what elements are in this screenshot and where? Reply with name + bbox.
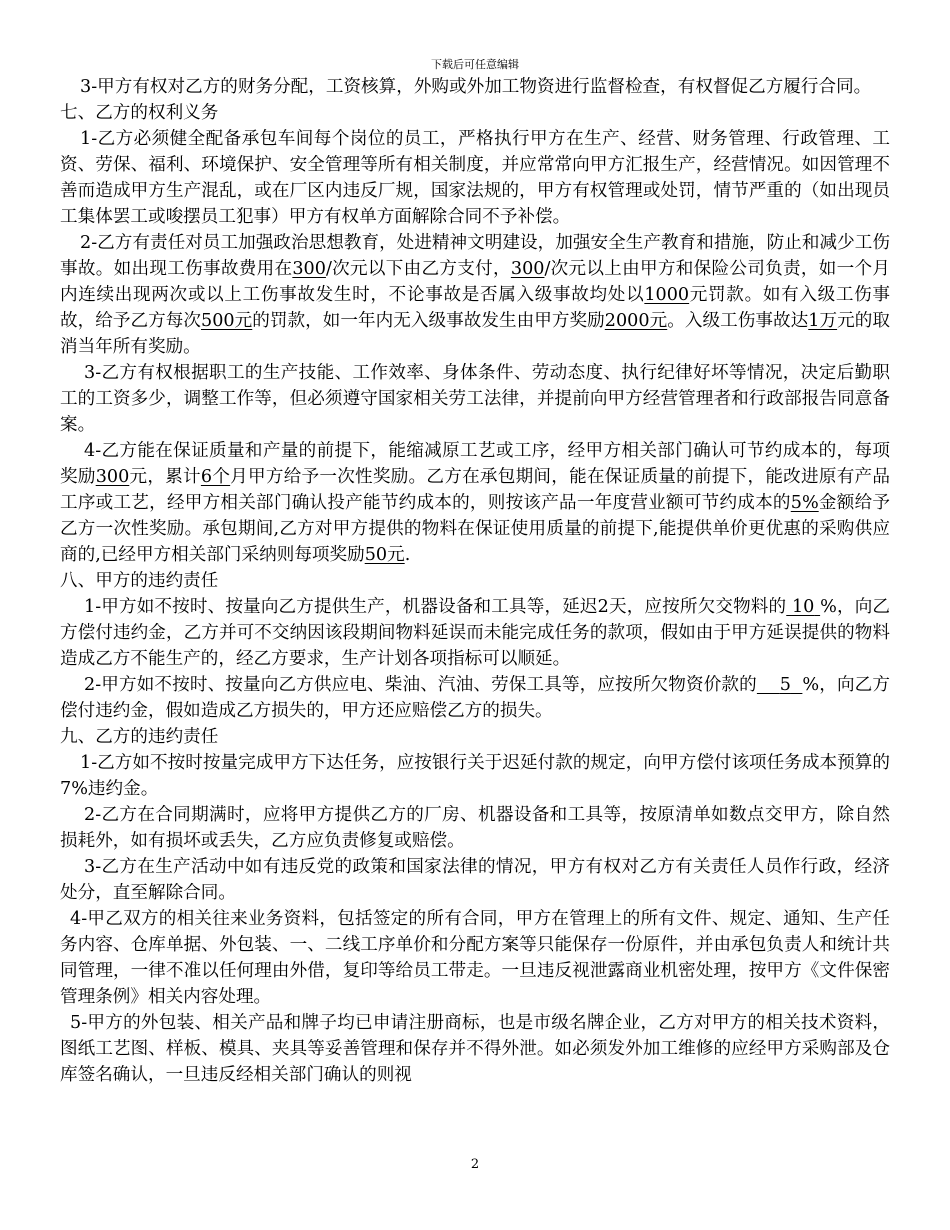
clause-8-2: 2-甲方如不按时、按量向乙方供应电、柴油、汽油、劳保工具等，应按所欠物资价款的 5 %，向乙方偿付违约金，假如造成乙方损失的，甲方还应赔偿乙方的损失。 [60,675,890,721]
clause-7-4: 4-乙方能在保证质量和产量的前提下，能缩减原工艺或工序，经甲方相关部门确认可节约成本的，每项奖励300元，累计6个月甲方给予一次性奖励。乙方在承包期间，能在保证质量的前提下，能改进原有产品工序或工艺，经甲方相关部门确认投产能节约成本的，则按该产品一年度营业额可节约成本的5%金额给予乙方一次性奖励。承包期间,乙方对甲方提供的物料在保证使用质量的前提下,能提供单价更优惠的采购供应商的,已经甲方相关部门采纳则每项奖励50元. [60,441,890,565]
clause-9-5: 5-甲方的外包装、相关产品和牌子均已申请注册商标，也是市级名牌企业，乙方对甲方的相关技术资料，图纸工艺图、样板、模具、夹具等妥善管理和保存并不得外泄。如必须发外加工维修的应经甲方采购部及仓库签名确认，一旦违反经相关部门确认的则视 [60,1013,890,1085]
amount-300-reward: 300 [95,467,130,487]
amount-6-months: 6个 [200,467,231,487]
amount-500: 500元 [201,311,253,331]
amount-300-a: 300 [292,259,326,279]
blank-5-percent: 5 [779,675,791,695]
clause-8-1: 1-甲方如不按时、按量向乙方提供生产，机器设备和工具等，延迟2天，应按所欠交物料的 10 %，向乙方偿付违约金，乙方并可不交纳因该段期间物料延误而未能完成任务的款项，假如由于甲方延误提供的物料造成乙方不能生产的，经乙方要求，生产计划各项指标可以顺延。 [60,597,891,669]
page-header: 下载后可任意编辑 [431,58,519,71]
clause-7-2: 2-乙方有责任对员工加强政治思想教育，处进精神文明建设，加强安全生产教育和措施，防止和减少工伤事故。如出现工伤事故费用在300/次元以下由乙方支付，300/次元以上由甲方和保险公司负责，如一个月内连续出现两次或以上工伤事故发生时，不论事故是否属入级事故均处以1000元罚款。如有入级工伤事故，给予乙方每次500元的罚款，如一年内无入级事故发生由甲方奖励2000元。入级工伤事故达1万元的取消当年所有奖励。 [60,233,890,357]
page-number: 2 [470,1157,480,1172]
blank-10-percent: 10 [791,597,815,617]
clause-6-3: 3-甲方有权对乙方的财务分配，工资核算，外购或外加工物资进行监督检查，有权督促乙方履行合同。 [80,77,872,97]
clause-9-1: 1-乙方如不按时按量完成甲方下达任务，应按银行关于迟延付款的规定，向甲方偿付该项任务成本预算的7%违约金。 [60,753,890,799]
section-9-heading: 九、乙方的违约责任 [60,727,219,747]
amount-1wan: 1万 [808,311,838,331]
section-7-heading: 七、乙方的权利义务 [60,103,219,123]
section-8-heading: 八、甲方的违约责任 [60,571,219,591]
amount-300-b: 300 [510,259,545,279]
clause-9-4: 4-甲乙双方的相关往来业务资料，包括签定的所有合同，甲方在管理上的所有文件、规定、通知、生产任务内容、仓库单据、外包装、一、二线工序单价和分配方案等只能保存一份原件，并由承包负责人和统计共同管理，一律不准以任何理由外借，复印等给员工带走。一旦违反视泄露商业机密处理，按甲方《文件保密管理条例》相关内容处理。 [60,909,890,1007]
document-body [60,74,890,1088]
amount-5-percent: 5% [790,493,819,513]
clause-7-3: 3-乙方有权根据职工的生产技能、工作效率、身体条件、劳动态度、执行纪律好坏等情况，决定后勤职工的工资多少，调整工作等，但必须遵守国家相关劳工法律，并提前向甲方经营管理者和行政部报告同意备案。 [60,363,890,435]
clause-9-2: 2-乙方在合同期满时，应将甲方提供乙方的厂房、机器设备和工具等，按原清单如数点交甲方，除自然损耗外，如有损坏或丢失，乙方应负责修复或赔偿。 [60,805,890,851]
amount-2000: 2000元 [604,311,668,331]
clause-9-3: 3-乙方在生产活动中如有违反党的政策和国家法律的情况，甲方有权对乙方有关责任人员作行政，经济处分，直至解除合同。 [60,857,890,903]
amount-50: 50元 [364,545,405,565]
amount-1000: 1000 [644,285,690,305]
clause-7-1: 1-乙方必须健全配备承包车间每个岗位的员工，严格执行甲方在生产、经营、财务管理、行政管理、工资、劳保、福利、环境保护、安全管理等所有相关制度，并应常常向甲方汇报生产，经营情况。如因管理不善而造成甲方生产混乱，或在厂区内违反厂规，国家法规的，甲方有权管理或处罚，情节严重的（如出现员工集体罢工或唆摆员工犯事）甲方有权单方面解除合同不予补偿。 [60,129,890,227]
